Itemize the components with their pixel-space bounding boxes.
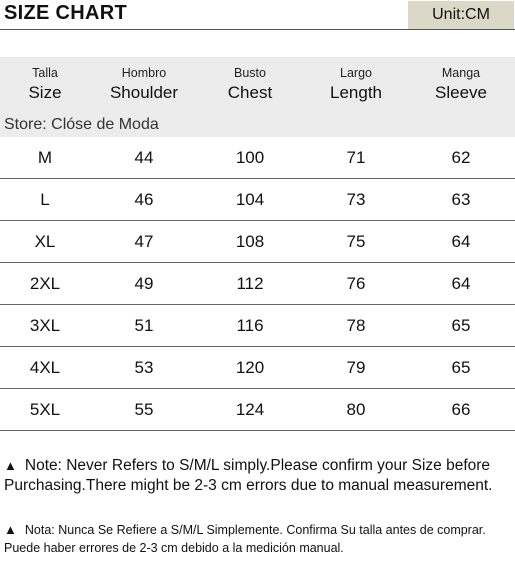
header-shoulder: [94, 66, 194, 103]
cell-sleeve: 63: [451, 190, 471, 209]
table-row: [0, 179, 515, 221]
cell-shoulder: 51: [134, 316, 154, 335]
cell-chest: 100: [235, 148, 265, 167]
header-shoulder-es: Hombro: [121, 66, 167, 80]
cell-size: 2XL: [29, 274, 61, 293]
cell-length: 79: [346, 358, 366, 377]
cell-sleeve: 62: [451, 148, 471, 167]
header-chest-en: Chest: [227, 83, 273, 102]
cell-size: 4XL: [29, 358, 61, 377]
header-size-es: Talla: [32, 66, 58, 80]
cell-length: 73: [346, 190, 366, 209]
note-spanish: [4, 521, 512, 557]
cell-size: L: [40, 190, 50, 209]
header-shoulder-en: Shoulder: [109, 83, 179, 102]
store-name: Store: Clóse de Moda: [4, 116, 159, 133]
header-sleeve-es: Manga: [441, 66, 481, 80]
cell-shoulder: 47: [134, 232, 154, 251]
cell-sleeve: 66: [451, 400, 471, 419]
cell-chest: 120: [235, 358, 265, 377]
header-length-es: Largo: [340, 66, 372, 80]
header-size: [5, 66, 85, 103]
table-row: [0, 263, 515, 305]
cell-chest: 116: [236, 316, 264, 335]
cell-sleeve: 64: [451, 232, 471, 251]
size-chart-title: SIZE CHART: [4, 2, 127, 24]
note-english: [4, 456, 512, 496]
header-chest: [200, 66, 300, 103]
header-sleeve-en: Sleeve: [435, 83, 487, 102]
cell-chest: 112: [236, 274, 264, 293]
cell-length: 71: [346, 148, 366, 167]
triangle-icon: ▲: [4, 522, 17, 537]
cell-shoulder: 46: [134, 190, 154, 209]
table-row: [0, 137, 515, 179]
cell-length: 78: [346, 316, 366, 335]
cell-size: 3XL: [29, 316, 61, 335]
table-row: [0, 305, 515, 347]
cell-chest: 124: [235, 400, 265, 419]
cell-length: 75: [346, 232, 366, 251]
cell-sleeve: 65: [451, 316, 471, 335]
cell-sleeve: 64: [451, 274, 471, 293]
header-size-en: Size: [28, 83, 62, 102]
cell-size: 5XL: [29, 400, 61, 419]
cell-size: XL: [34, 232, 56, 251]
table-row: [0, 221, 515, 263]
unit-label: Unit:CM: [408, 1, 514, 29]
note-spanish-text: Nota: Nunca Se Refiere a S/M/L Simplemente. Confirma Su talla antes de comprar. Puede haber errores de 2-3 cm debido a la medición manual.: [4, 523, 486, 555]
note-english-text: Note: Never Refers to S/M/L simply.Please confirm your Size before Purchasing.There might be 2-3 cm errors due to manual measurement.: [4, 457, 493, 494]
triangle-icon: ▲: [4, 458, 17, 473]
header-chest-es: Busto: [234, 66, 266, 80]
table-row: [0, 389, 515, 431]
cell-chest: 104: [235, 190, 265, 209]
header-length: [306, 66, 406, 103]
cell-shoulder: 49: [134, 274, 154, 293]
cell-chest: 108: [235, 232, 265, 251]
cell-size: M: [37, 148, 53, 167]
cell-length: 80: [346, 400, 366, 419]
cell-shoulder: 53: [134, 358, 154, 377]
table-row: [0, 347, 515, 389]
header-sleeve: [411, 66, 511, 103]
title-divider: [0, 29, 515, 30]
cell-shoulder: 44: [134, 148, 154, 167]
cell-length: 76: [346, 274, 366, 293]
header-length-en: Length: [330, 83, 382, 102]
cell-shoulder: 55: [134, 400, 154, 419]
cell-sleeve: 65: [451, 358, 471, 377]
